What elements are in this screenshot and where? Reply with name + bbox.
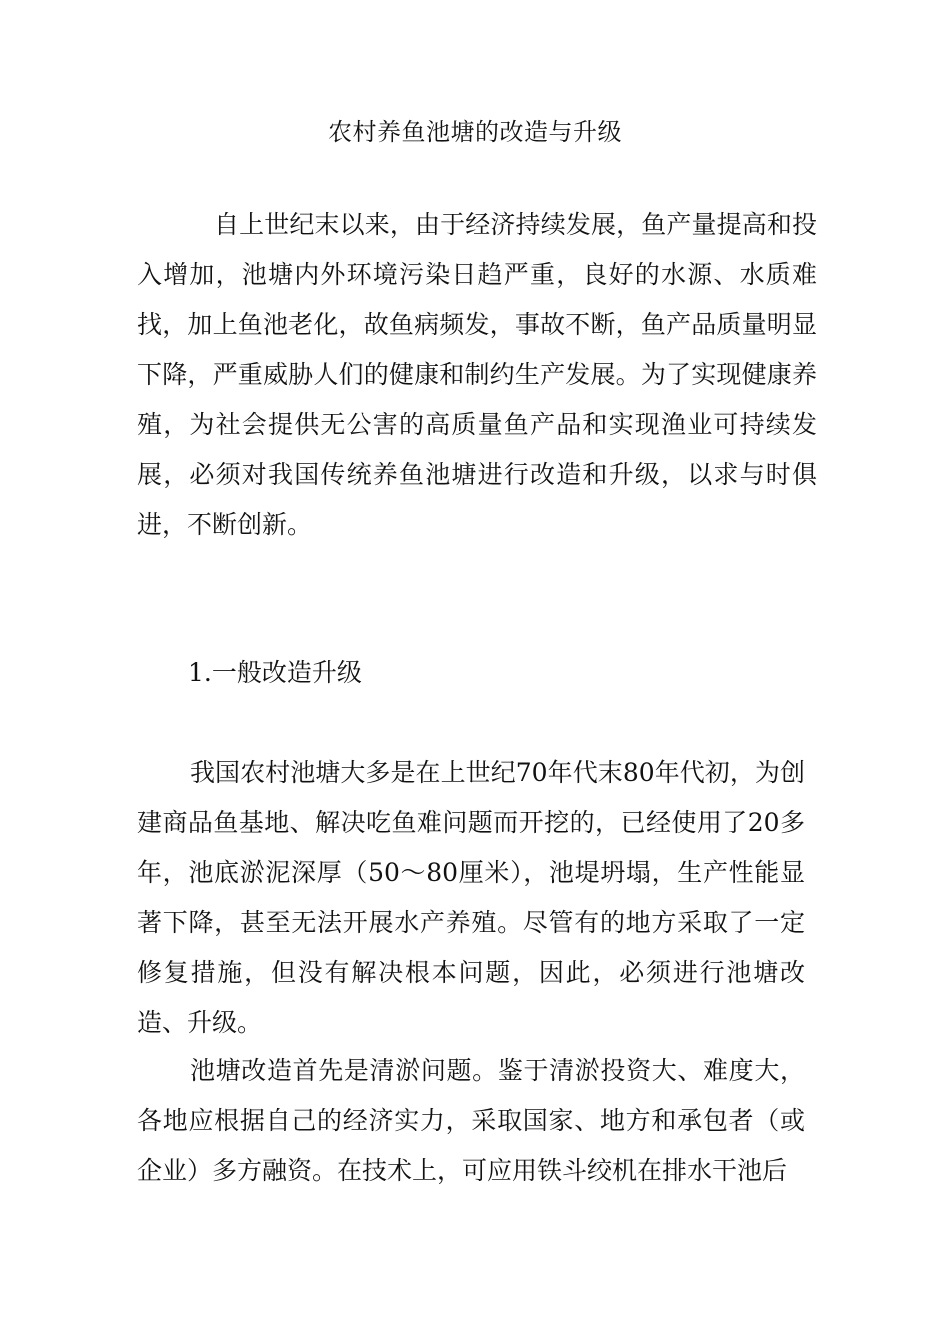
body-paragraph: 我国农村池塘大多是在上世纪70年代末80年代初，为创建商品鱼基地、解决吃鱼难问题而开挖的，已经使用了20多年，池底淤泥深厚（50〜80厘米），池堤坍塌，生产性能显著下降，甚至无法开展水产养殖。尽管有的地方采取了一定修复措施，但没有解决根本问题，因此，必须进行池塘改造、升级。 [137, 758, 805, 1037]
section-heading: 1.一般改造升级 [188, 658, 362, 687]
page-title: 农村养鱼池塘的改造与升级 [328, 118, 622, 146]
intro-paragraph: 自上世纪末以来，由于经济持续发展，鱼产量提高和投入增加，池塘内外环境污染日趋严重，良好的水源、水质难找，加上鱼池老化，故鱼病频发，事故不断，鱼产品质量明显下降，严重威胁人们的健康和制约生产发展。为了实现健康养殖，为社会提供无公害的高质量鱼产品和实现渔业可持续发展，必须对我国传统养鱼池塘进行改造和升级，以求与时俱进，不断创新。 [137, 210, 817, 539]
body-paragraph: 池塘改造首先是清淤问题。鉴于清淤投资大、难度大，各地应根据自己的经济实力，采取国家、地方和承包者（或企业）多方融资。在技术上，可应用铁斗绞机在排水干池后 [137, 1056, 805, 1185]
